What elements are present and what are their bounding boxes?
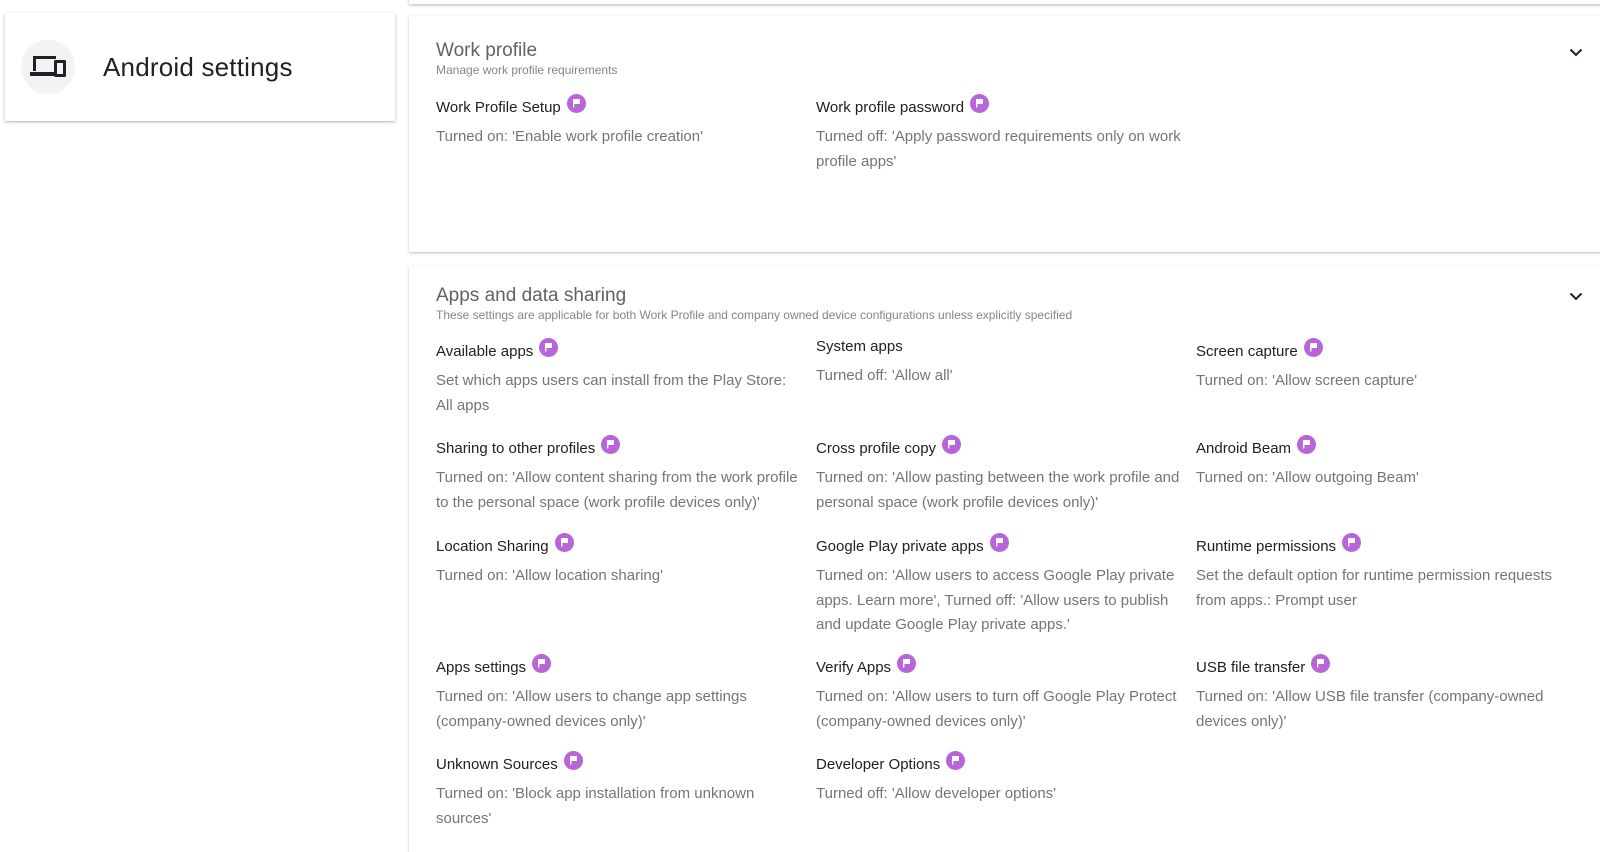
setting-title: Sharing to other profiles (436, 439, 596, 457)
flag-icon (539, 338, 558, 357)
setting-description: Turned on: 'Allow location sharing' (436, 567, 663, 584)
setting-runtime-permissions[interactable] (1196, 535, 1566, 613)
setting-description: Turned on: 'Allow pasting between the work profile and personal space (work profile devices only)' (816, 469, 1180, 511)
setting-title: USB file transfer (1196, 658, 1306, 676)
flag-icon (990, 533, 1009, 552)
setting-developer-options[interactable] (816, 753, 1186, 807)
flag-icon (942, 435, 961, 454)
setting-usb-file-transfer[interactable] (1196, 656, 1566, 734)
setting-description: Turned on: 'Allow content sharing from the work profile to the personal space (work profile devices only)' (436, 469, 798, 511)
setting-verify-apps[interactable] (816, 656, 1186, 734)
setting-title: Runtime permissions (1196, 537, 1337, 555)
setting-title: Google Play private apps (816, 537, 984, 555)
setting-available-apps[interactable] (436, 340, 806, 418)
setting-description: Turned on: 'Allow users to access Google Play private apps. Learn more', Turned off: 'Allow users to publish and update Google Play private apps.' (816, 567, 1175, 633)
devices-icon (21, 40, 75, 94)
setting-description: Turned on: 'Allow users to change app settings (company-owned devices only)' (436, 688, 747, 730)
flag-icon (567, 94, 586, 113)
flag-icon (1304, 338, 1323, 357)
setting-title: Apps settings (436, 658, 527, 676)
setting-description: Set which apps users can install from the Play Store: All apps (436, 372, 787, 414)
flag-icon (970, 94, 989, 113)
flag-icon (946, 751, 965, 770)
setting-title: Cross profile copy (816, 439, 937, 457)
setting-system-apps[interactable] (816, 335, 1186, 389)
section-subtitle: Manage work profile requirements (436, 63, 618, 77)
setting-cross-profile-copy[interactable] (816, 437, 1186, 515)
setting-description: Turned on: 'Block app installation from unknown sources' (436, 785, 755, 827)
setting-title: Available apps (436, 342, 534, 360)
flag-icon (897, 654, 916, 673)
chevron-down-icon[interactable] (1566, 286, 1586, 306)
setting-title: Location Sharing (436, 537, 549, 555)
work-profile-section (409, 16, 1600, 252)
setting-title: Screen capture (1196, 342, 1298, 360)
flag-icon (601, 435, 620, 454)
flag-icon (555, 533, 574, 552)
setting-sharing-to-other-profiles[interactable] (436, 437, 806, 515)
setting-title: Android Beam (1196, 439, 1292, 457)
setting-description: Turned off: 'Apply password requirements only on work profile apps' (816, 128, 1181, 170)
setting-unknown-sources[interactable] (436, 753, 806, 831)
setting-google-play-private-apps[interactable] (816, 535, 1186, 638)
setting-screen-capture[interactable] (1196, 340, 1566, 394)
setting-description: Turned on: 'Allow screen capture' (1196, 372, 1418, 389)
flag-icon (1297, 435, 1316, 454)
setting-description: Turned on: 'Allow users to turn off Google Play Protect (company-owned devices only)' (816, 688, 1177, 730)
flag-icon (1342, 533, 1361, 552)
setting-work-profile-setup[interactable] (436, 96, 806, 150)
chevron-down-icon[interactable] (1566, 42, 1586, 62)
section-title: Apps and data sharing (436, 285, 627, 306)
setting-android-beam[interactable] (1196, 437, 1566, 491)
setting-title: System apps (816, 337, 903, 355)
previous-section-card-edge (409, 0, 1600, 4)
setting-description: Turned on: 'Allow USB file transfer (company-owned devices only)' (1196, 688, 1544, 730)
sidebar-title: Android settings (103, 51, 293, 82)
setting-title: Developer Options (816, 755, 941, 773)
section-subtitle: These settings are applicable for both Work Profile and company owned device configurations unless explicitly specified (436, 308, 1073, 322)
setting-title: Unknown Sources (436, 755, 558, 773)
setting-description: Set the default option for runtime permission requests from apps.: Prompt user (1196, 567, 1553, 609)
apps-data-sharing-section (409, 266, 1600, 852)
setting-description: Turned on: 'Enable work profile creation' (436, 128, 703, 145)
setting-work-profile-password[interactable] (816, 96, 1186, 174)
section-title: Work profile (436, 40, 538, 61)
setting-location-sharing[interactable] (436, 535, 806, 589)
flag-icon (1311, 654, 1330, 673)
android-settings-card[interactable] (5, 13, 395, 121)
flag-icon (564, 751, 583, 770)
setting-title: Work profile password (816, 98, 965, 116)
setting-description: Turned off: 'Allow all' (816, 367, 953, 384)
setting-description: Turned off: 'Allow developer options' (816, 785, 1057, 802)
flag-icon (532, 654, 551, 673)
setting-title: Work Profile Setup (436, 98, 561, 116)
setting-description: Turned on: 'Allow outgoing Beam' (1196, 469, 1419, 486)
setting-apps-settings[interactable] (436, 656, 806, 734)
setting-title: Verify Apps (816, 658, 892, 676)
